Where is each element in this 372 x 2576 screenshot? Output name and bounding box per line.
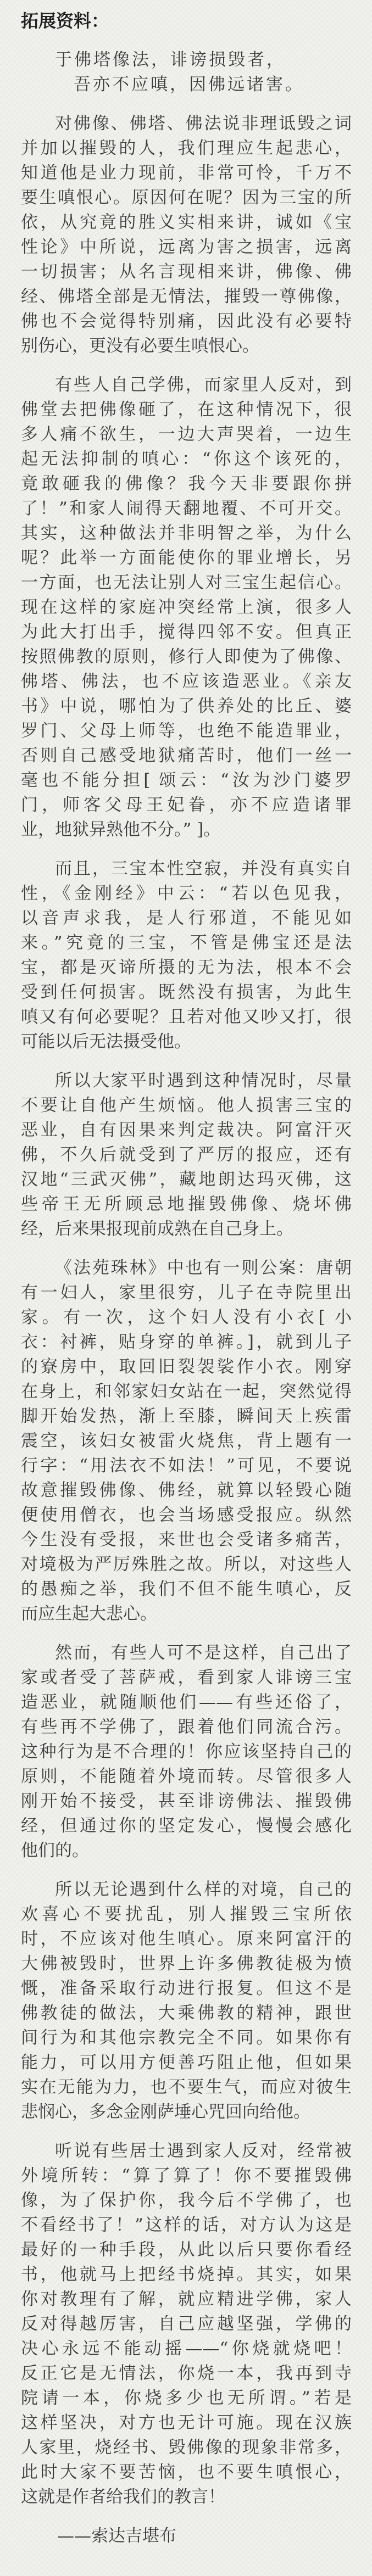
paragraph-line: 的寮房中，取回旧裂袈裟作小衣。刚穿 bbox=[21, 1357, 352, 1377]
paragraph-line: 不看经书了！”这样的话，对方认为这是 bbox=[21, 2215, 352, 2235]
paragraph-line: 听说有些居士遇到家人反对，经常被 bbox=[55, 2141, 352, 2161]
paragraph-line: 汉地“三武灭佛”，藏地朗达玛灭佛，这 bbox=[21, 1170, 352, 1189]
paragraph-8 bbox=[21, 2139, 352, 2510]
paragraph-line: 罗门、父母上师等，也绝不能造罪业， bbox=[21, 721, 352, 741]
paragraph-line: 刚开始不接受，甚至诽谤佛法、摧毁佛 bbox=[21, 1791, 352, 1811]
paragraph-line: 这种行为是不合理的！你应该坚持自己的 bbox=[21, 1742, 352, 1762]
paragraph-line: 此时大家不要苦恼，也不要生嗔恨心， bbox=[21, 2462, 352, 2482]
paragraph-line: 这样坚决，对方也无计可施。现在汉族 bbox=[21, 2413, 352, 2433]
paragraph-line: 恶业，自有因果来判定裁决。阿富汗灭 bbox=[21, 1120, 352, 1140]
paragraph-line: 故意摧毁佛像、佛经，就算以轻毁心随 bbox=[21, 1480, 352, 1500]
paragraph-line: 性论》中所说，远离为害之损害，远离 bbox=[21, 237, 352, 257]
paragraph-line: 有些人自己学佛，而家里人反对，到 bbox=[55, 375, 352, 395]
paragraph-line: 否则自己感受地狱痛苦时，他们一丝一 bbox=[21, 746, 352, 765]
paragraph-line: 衣：衬裤，贴身穿的单裤。]，就到儿子 bbox=[21, 1332, 352, 1352]
author-signature: ——索达吉堪布 bbox=[57, 2526, 176, 2546]
paragraph-line: 经，但通过你的坚定发心，慢慢会感化 bbox=[21, 1816, 352, 1836]
paragraph-line: 你对教理有了解，就应精进学佛，家人 bbox=[21, 2289, 352, 2309]
paragraph-line: 不要让自他产生烦恼。他人损害三宝的 bbox=[21, 1096, 352, 1115]
paragraph-line: 而且，三宝本性空寂，并没有真实自 bbox=[55, 859, 352, 879]
paragraph-line: 并加以摧毁的人，我们理应生起悲心， bbox=[21, 138, 352, 158]
paragraph-line: 便使用僧衣，也会当场感受报应。纵然 bbox=[21, 1505, 352, 1525]
paragraph-line: 门，师客父母王妃眷，亦不应造诸罪 bbox=[21, 795, 352, 815]
paragraph-line: 别伤心，更没有必要生嗔恨心。 bbox=[21, 336, 259, 356]
paragraph-line: 悲悯心，多念金刚萨埵心咒回向给他。 bbox=[21, 2102, 310, 2122]
paragraph-line: 按照佛教的原则，修行人即使为了佛像、 bbox=[21, 647, 352, 667]
paragraph-line: 然而，有些人可不是这样，自己出了 bbox=[55, 1643, 352, 1663]
paragraph-line: 而应生起大悲心。 bbox=[21, 1604, 157, 1624]
paragraph-2 bbox=[21, 373, 352, 842]
paragraph-line: 为此大打出手，搅得四邻不安。但真正 bbox=[21, 622, 352, 642]
paragraph-4 bbox=[21, 1069, 352, 1242]
paragraph-line: 受到任何损害。既然没有损害，为此生 bbox=[21, 982, 352, 1002]
paragraph-line: 对佛像、佛塔、佛法说非理诋毁之词 bbox=[55, 114, 352, 133]
paragraph-line: 起无法抑制的嗔心：“你这个该死的， bbox=[21, 449, 352, 469]
paragraph-line: 些帝王无所顾忌地摧毁佛像、烧坏佛 bbox=[21, 1194, 352, 1214]
paragraph-line: 欢喜心不要扰乱，别人摧毁三宝所依 bbox=[21, 1904, 352, 1924]
paragraph-line: 家。有一次，这个妇人没有小衣[ 小 bbox=[21, 1307, 352, 1327]
paragraph-line: 人家里，烧经书、毁佛像的现象非常多， bbox=[21, 2438, 352, 2457]
paragraph-line: 毫也不能分担[ 颂云：“汝为沙门婆罗 bbox=[21, 770, 352, 790]
paragraph-line: 呢？此举一方面能使你的罪业增长，另 bbox=[21, 548, 352, 568]
paragraph-line: 其实，这种做法并非明智之举，为什么 bbox=[21, 523, 352, 543]
paragraph-line: 经，后来果报现前成熟在自己身上。 bbox=[21, 1219, 293, 1239]
verse-line: 于佛塔像法，诽谤损毁者， bbox=[55, 50, 286, 70]
paragraph-line: 有些再不学佛了，跟着他们同流合污。 bbox=[21, 1717, 352, 1737]
paragraph-line: 《法苑珠林》中也有一则公案：唐朝 bbox=[55, 1258, 352, 1278]
paragraph-line: 造恶业，就随顺他们——有些还俗了， bbox=[21, 1692, 352, 1712]
paragraph-line: 嗔又有何必要呢？且若对他又吵又打，很 bbox=[21, 1007, 352, 1027]
paragraph-line: 书，他就马上把经书烧掉。其实，如果 bbox=[21, 2265, 352, 2284]
paragraph-line: 一方面，也无法让别人对三宝生起信心。 bbox=[21, 573, 352, 593]
paragraph-line: 行字：“用法衣不如法！”可见，不要说 bbox=[21, 1456, 352, 1476]
paragraph-line: 在身上，和邻家妇女站在一起，突然觉得 bbox=[21, 1382, 352, 1401]
paragraph-line: 一切损害；从名言现相来讲，佛像、佛 bbox=[21, 262, 352, 282]
paragraph-line: 以音声求我，是人行邪道，不能见如 bbox=[21, 908, 352, 928]
paragraph-line: 经、佛塔全部是无情法，摧毁一尊佛像， bbox=[21, 287, 352, 306]
section-heading: 拓展资料： bbox=[21, 10, 109, 31]
paragraph-3 bbox=[21, 857, 352, 1054]
paragraph-line: 外境所转：“算了算了！你不要摧毁佛 bbox=[21, 2166, 352, 2186]
paragraph-line: 佛塔、佛法，也不应该造恶业。《亲友 bbox=[21, 672, 352, 691]
paragraph-line: 要生嗔恨心。原因何在呢？因为三宝的所 bbox=[21, 188, 352, 208]
paragraph-line: 家或者受了菩萨戒，看到家人诽谤三宝 bbox=[21, 1668, 352, 1687]
paragraph-line: 有一妇人，家里很穷，儿子在寺院里出 bbox=[21, 1283, 352, 1303]
paragraph-line: 性，《金刚经》中云：“若以色见我， bbox=[21, 884, 352, 903]
paragraph-line: 佛教徒的做法，大乘佛教的精神，跟世 bbox=[21, 2003, 352, 2023]
paragraph-line: 间行为和其他宗教完全不同。如果你有 bbox=[21, 2028, 352, 2048]
paragraph-line: 时，不应该对他生嗔心。原来阿富汗的 bbox=[21, 1929, 352, 1949]
paragraph-7 bbox=[21, 1877, 352, 2125]
paragraph-line: 院请一本，你烧多少也无所谓。”若是 bbox=[21, 2388, 352, 2408]
paragraph-line: 最好的一种手段，从此以后只要你看经 bbox=[21, 2240, 352, 2260]
paragraph-line: 像，为了保护你，我今后不学佛了，也 bbox=[21, 2191, 352, 2210]
paragraph-line: 竟敢砸我的佛像？我今天非要跟你拼 bbox=[21, 474, 352, 494]
paragraph-line: 反正它是无情法，你烧一本，我再到寺 bbox=[21, 2363, 352, 2383]
paragraph-line: 来。”究竟的三宝，不管是佛宝还是法 bbox=[21, 933, 352, 953]
paragraph-line: 宝，都是灭谛所摄的无为法，根本不会 bbox=[21, 958, 352, 977]
paragraph-line: 知道他是业力现前，非常可怜，千万不 bbox=[21, 163, 352, 183]
paragraph-line: 脚开始发热，渐上至膝，瞬间天上疾雷 bbox=[21, 1406, 352, 1426]
paragraph-line: 这就是作者给我们的教言！ bbox=[21, 2487, 225, 2507]
paragraph-line: 书》中说，哪怕为了供养处的比丘、婆 bbox=[21, 696, 352, 716]
paragraph-6 bbox=[21, 1641, 352, 1863]
paragraph-line: 可能以后无法摄受他。 bbox=[21, 1032, 191, 1052]
paragraph-line: 依，从究竟的胜义实相来讲，诚如《宝 bbox=[21, 213, 352, 232]
paragraph-line: 业，地狱异熟他不分。” ]。 bbox=[21, 820, 221, 840]
paragraph-line: 了！”和家人闹得天翻地覆、不可开交。 bbox=[21, 499, 352, 518]
paragraph-line: 现在这样的家庭冲突经常上演，很多人 bbox=[21, 597, 352, 617]
paragraph-line: 慨，准备采取行动进行报复。但这不是 bbox=[21, 1979, 352, 1998]
paragraph-line: 对境极为严厉殊胜之故。所以，对这些人 bbox=[21, 1555, 352, 1574]
paragraph-1 bbox=[21, 111, 352, 359]
paragraph-line: 多人痛不欲生，一边大声哭着，一边生 bbox=[21, 424, 352, 444]
paragraph-line: 今生没有受报，来世也会受诸多痛苦， bbox=[21, 1530, 352, 1550]
paragraph-line: 的愚痴之举，我们不但不能生嗔心，反 bbox=[21, 1579, 352, 1599]
verse-line: 吾亦不应嗔，因佛远诸害。 bbox=[74, 75, 304, 94]
paragraph-line: 所以大家平时遇到这种情况时，尽量 bbox=[55, 1071, 352, 1091]
paragraph-line: 佛堂去把佛像砸了，在这种情况下，很 bbox=[21, 400, 352, 420]
paragraph-line: 决心永远不能动摇——“你烧就烧吧！ bbox=[21, 2339, 352, 2359]
paragraph-line: 他们的。 bbox=[21, 1841, 89, 1860]
paragraph-line: 原则，不能随着外境而转。尽管很多人 bbox=[21, 1767, 352, 1786]
paragraph-line: 震空，该妇女被雷火烧焦，背上题有一 bbox=[21, 1431, 352, 1451]
paragraph-line: 所以无论遇到什么样的对境，自己的 bbox=[55, 1880, 352, 1899]
paragraph-line: 佛，不久后就受到了严厉的报应，还有 bbox=[21, 1145, 352, 1165]
paragraph-line: 反对得越厉害，自己应越坚强，学佛的 bbox=[21, 2314, 352, 2334]
verse-quote bbox=[21, 48, 352, 97]
paragraph-line: 大佛被毁时，世界上许多佛教徒极为愤 bbox=[21, 1954, 352, 1974]
paragraph-5 bbox=[21, 1256, 352, 1627]
paragraph-line: 实在无能为力，也不要生气，而应对彼生 bbox=[21, 2077, 352, 2097]
paragraph-line: 佛也不会觉得特别痛，因此没有必要特 bbox=[21, 311, 352, 331]
paragraph-line: 能力，可以用方便善巧阻止他，但如果 bbox=[21, 2053, 352, 2072]
article-body bbox=[21, 111, 352, 2510]
